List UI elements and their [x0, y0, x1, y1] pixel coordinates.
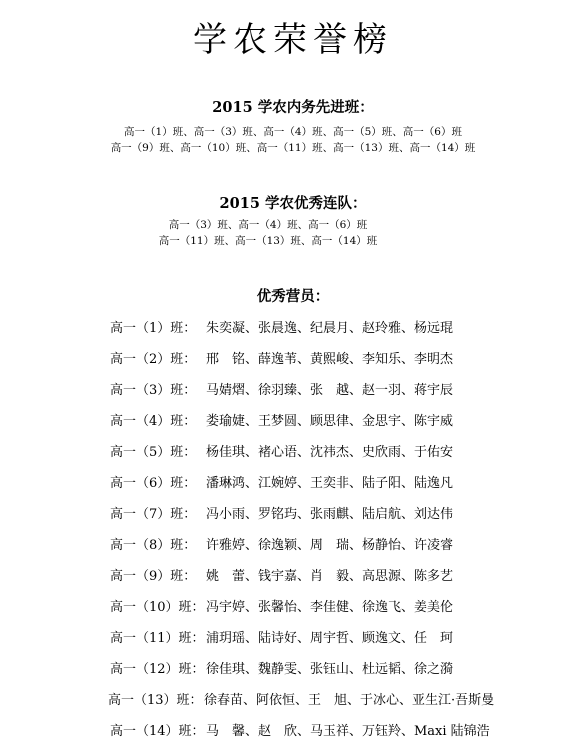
class-label: 高一（2）班： [110, 352, 197, 367]
list-item [110, 661, 453, 679]
student-names: 冯小雨、罗铭玙、张雨麒、陆启航、刘达伟 [206, 507, 454, 522]
student-names: 娄瑜婕、王梦圆、顾思律、金思宇、陈宇威 [206, 414, 454, 429]
class-label: 高一（10）班： [110, 600, 205, 615]
class-label: 高一（14）班： [110, 724, 205, 739]
dorm-classes-line-2: 高一（9）班、高一（10）班、高一（11）班、高一（13）班、高一（14）班 [110, 142, 476, 154]
student-names: 杨佳琪、褚心语、沈祎杰、史欣雨、于佑安 [206, 445, 454, 460]
class-label: 高一（11）班： [110, 631, 205, 646]
class-label: 高一（6）班： [110, 476, 197, 491]
class-label: 高一（12）班： [110, 662, 205, 677]
student-names: 徐春苗、阿依恒、王 旭、于冰心、亚生江·吾斯曼 [204, 693, 495, 708]
dorm-classes-line-1: 高一（1）班、高一（3）班、高一（4）班、高一（5）班、高一（6）班 [124, 126, 462, 138]
page-title: 学农荣誉榜 [193, 20, 393, 60]
student-names: 浦玥瑶、陆诗好、周宇哲、顾逸文、任 珂 [206, 631, 454, 646]
class-label: 高一（7）班： [110, 507, 197, 522]
list-item [110, 351, 453, 369]
section-heading-dorm: 2015 学农内务先进班： [212, 99, 374, 116]
class-label: 高一（13）班： [108, 693, 203, 708]
class-label: 高一（8）班： [110, 538, 197, 553]
student-names: 冯宇婷、张馨怡、李佳健、徐逸飞、姜美伦 [206, 600, 454, 615]
list-item [110, 568, 453, 586]
student-names: 马婧熠、徐羽臻、张 越、赵一羽、蒋宇辰 [206, 383, 454, 398]
list-item [110, 630, 453, 648]
company-classes-line-1: 高一（3）班、高一（4）班、高一（6）班 [168, 219, 368, 231]
class-label: 高一（9）班： [110, 569, 197, 584]
student-names: 潘琳鸿、江婉婷、王奕非、陆子阳、陆逸凡 [206, 476, 454, 491]
student-names: 马 馨、赵 欣、马玉祥、万钰羚、Maxi 陆锦浩 [206, 724, 490, 739]
list-item [110, 475, 453, 493]
class-label: 高一（3）班： [110, 383, 197, 398]
list-item [108, 692, 494, 710]
student-names: 邢 铭、薛逸苇、黄熙峻、李知乐、李明杰 [206, 352, 454, 367]
class-label: 高一（5）班： [110, 445, 197, 460]
section-heading-company: 2015 学农优秀连队： [219, 195, 367, 212]
list-item [110, 320, 453, 338]
student-names: 徐佳琪、魏静雯、张钰山、杜远韬、徐之漪 [206, 662, 454, 677]
class-label: 高一（1）班： [110, 321, 197, 336]
list-item [110, 723, 490, 741]
list-item [110, 444, 453, 462]
student-names: 姚 蕾、钱宇嘉、肖 毅、高思源、陈多艺 [206, 569, 454, 584]
company-classes-line-2: 高一（11）班、高一（13）班、高一（14）班 [158, 235, 378, 247]
list-item [110, 382, 453, 400]
student-names: 朱奕凝、张晨逸、纪晨月、赵玲雅、杨远琨 [206, 321, 454, 336]
list-item [110, 506, 453, 524]
list-item [110, 537, 453, 555]
class-label: 高一（4）班： [110, 414, 197, 429]
section-heading-campers: 优秀营员： [256, 288, 330, 305]
student-names: 许雅婷、徐逸颖、周 瑞、杨静怡、许凌睿 [206, 538, 454, 553]
list-item [110, 413, 453, 431]
list-item [110, 599, 453, 617]
